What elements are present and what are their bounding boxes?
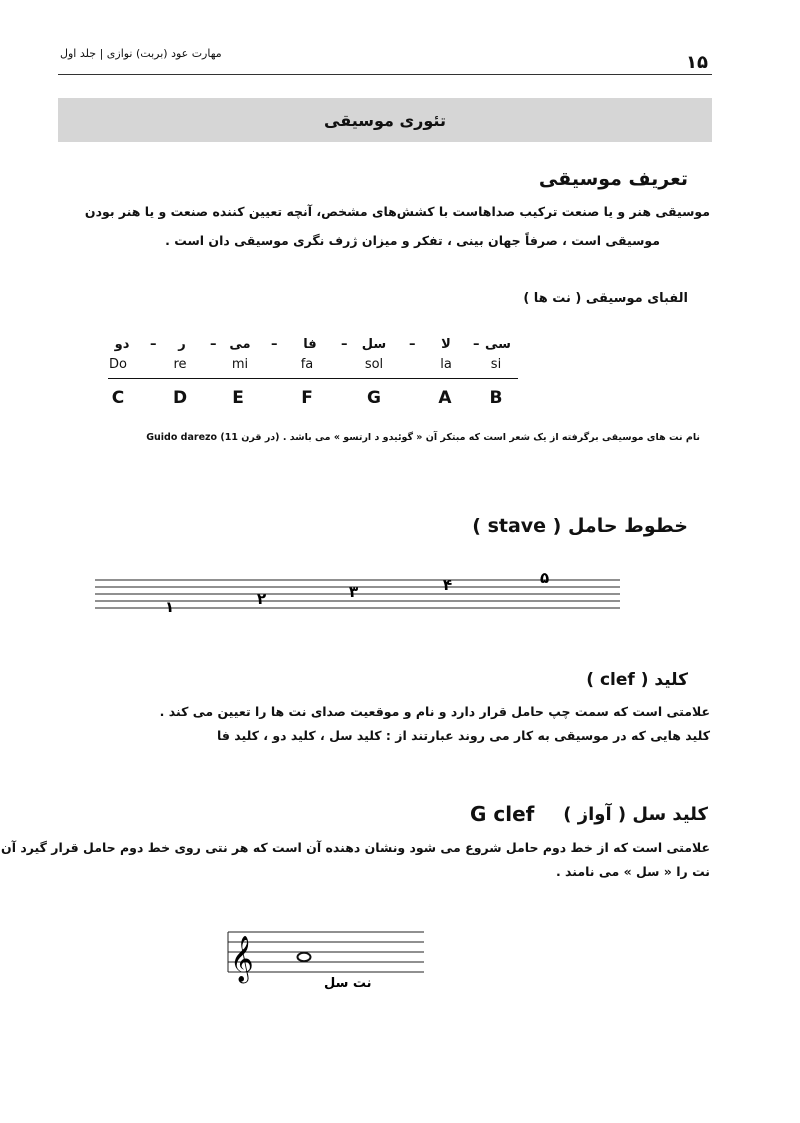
stave-heading: خطوط حامل ( stave )	[472, 515, 688, 537]
note-latin-re: re	[173, 357, 187, 372]
stave-line-number: ۴	[443, 576, 453, 594]
note-persian-mi: می	[229, 337, 251, 352]
stave-line-number: ۳	[349, 583, 359, 601]
treble-clef-icon: 𝄞	[230, 936, 254, 982]
section-title: تئوری موسیقی	[324, 111, 446, 130]
note-letter-e: E	[232, 388, 244, 408]
stave-line-number: ۲	[257, 590, 267, 608]
gclef-staff-lines	[228, 932, 424, 972]
alphabet-heading: الفبای موسیقی ( نت ها )	[523, 291, 688, 306]
clef-line-2: کلید هایی که در موسیقی به کار می روند عبارتند از : کلید سل ، کلید دو ، کلید فا	[217, 728, 710, 743]
note-latin-si: si	[490, 357, 502, 372]
note-dash: –	[341, 337, 348, 352]
definition-heading: تعریف موسیقی	[538, 168, 688, 190]
gclef-line-2: نت را « سل » می نامند .	[555, 864, 710, 879]
note-persian-fa: فا	[303, 337, 317, 352]
gclef-heading: کلید سل ( آواز )	[563, 804, 708, 825]
note-letter-a: A	[438, 388, 452, 408]
note-latin-fa: fa	[300, 357, 314, 372]
note-latin-do: Do	[109, 357, 127, 372]
note-letter-c: C	[111, 388, 125, 408]
note-letter-b: B	[489, 388, 503, 408]
note-letter-f: F	[301, 388, 313, 408]
whole-note-icon	[298, 953, 311, 961]
alphabet-rule	[108, 378, 518, 379]
clef-heading: کلید ( clef )	[586, 670, 688, 690]
note-latin-mi: mi	[231, 357, 249, 372]
note-caption: نت سل	[324, 976, 372, 991]
book-title: مهارت عود (بربت) نوازی | جلد اول	[60, 47, 222, 60]
note-dash: –	[210, 337, 217, 352]
note-persian-do: دو	[114, 337, 130, 352]
page-number: ۱۵	[686, 52, 708, 73]
note-dash: –	[271, 337, 278, 352]
note-persian-sol: سل	[361, 337, 387, 352]
definition-line-2: موسیقی است ، صرفاً جهان بینی ، تفکر و میزان ژرف نگری موسیقی دان است .	[165, 233, 660, 248]
note-letter-d: D	[172, 388, 188, 408]
note-dash: –	[473, 337, 480, 352]
note-latin-sol: sol	[364, 357, 384, 372]
note-persian-la: لا	[441, 337, 451, 352]
stave-line-number: ۱	[165, 598, 175, 616]
note-persian-re: ر	[178, 337, 186, 352]
gclef-staff	[226, 920, 426, 1000]
note-letter-g: G	[367, 388, 381, 408]
stave-diagram	[95, 570, 625, 620]
note-latin-la: la	[440, 357, 452, 372]
definition-line-1: موسیقی هنر و یا صنعت ترکیب صداهاست با کشش‌های مشخص، آنچه تعیین کننده صنعت و یا هنر بودن	[84, 204, 710, 219]
gclef-line-1: علامتی است که از خط دوم حامل شروع می شود ونشان دهنده آن است که هر نتی روی خط دوم حامل قرار گیرد آن	[1, 840, 710, 855]
header-rule	[58, 74, 712, 75]
note-dash: –	[150, 337, 157, 352]
note-persian-si: سی	[485, 337, 511, 352]
clef-line-1: علامتی است که سمت چپ حامل قرار دارد و نام و موقعیت صدای نت ها را تعیین می کند .	[159, 704, 710, 719]
alphabet-footnote: نام نت های موسیقی برگرفته از یک شعر است که مبتکر آن « گوئیدو د ارتسو » می باشد . (در قرن 11) Guido darezo	[146, 432, 700, 443]
gclef-heading-latin: G clef	[470, 802, 535, 826]
stave-line-number: ۵	[540, 570, 550, 587]
note-dash: –	[409, 337, 416, 352]
